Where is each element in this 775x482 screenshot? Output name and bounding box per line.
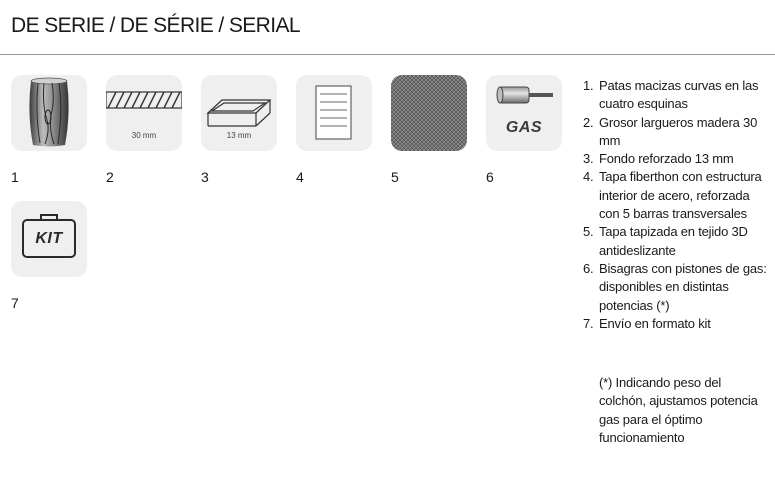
feature-tile-4: [296, 75, 372, 151]
footnote: (*) Indicando peso del colchón, ajustamos potencia gas para el óptimo funcionamiento: [599, 375, 758, 445]
feature-item: 7. Envío en formato kit: [583, 315, 711, 331]
feature-item: 3. Fondo reforzado 13 mm: [583, 151, 734, 167]
feature-list: [583, 77, 771, 333]
fabric-3d-icon: [391, 75, 467, 151]
feature-tile-5: [391, 75, 467, 151]
feature-item: 1. Patas macizas curvas en las cuatro esquinas: [583, 78, 759, 112]
header: [0, 0, 775, 55]
feature-item: 5. Tapa tapizada en tejido 3D antideslizante: [583, 224, 748, 258]
gas-label: GAS: [505, 119, 543, 136]
feature-tile-7: [11, 201, 87, 277]
wooden-leg-icon: [11, 75, 87, 151]
tile-number-2: 2: [106, 169, 114, 185]
tile-number-7: 7: [11, 295, 19, 311]
tile-number-1: 1: [11, 169, 19, 185]
tile-number-6: 6: [486, 169, 494, 185]
page-title: DE SERIE / DE SÉRIE / SERIAL: [11, 14, 300, 37]
base-thickness-label: 13 mm: [226, 131, 252, 140]
tile-number-5: 5: [391, 169, 399, 185]
feature-tile-1: [11, 75, 87, 151]
tile-number-4: 4: [296, 169, 304, 185]
gas-piston-icon: [486, 75, 562, 151]
feature-item: 6. Bisagras con pistones de gas: disponibles en distintas potencias (*): [583, 260, 767, 313]
frame-thickness-label: 30 mm: [131, 131, 157, 140]
feature-item: 4. Tapa fiberthon con estructura interior de acero, reforzada con 5 barras transversales: [583, 169, 762, 222]
kit-label: KIT: [35, 230, 63, 247]
feature-tile-6: [486, 75, 562, 151]
feature-tile-3: [201, 75, 277, 151]
feature-item: 2. Grosor largueros madera 30 mm: [583, 114, 758, 148]
fiberthon-lid-icon: [296, 75, 372, 151]
feature-tile-2: [106, 75, 182, 151]
tile-number-3: 3: [201, 169, 209, 185]
